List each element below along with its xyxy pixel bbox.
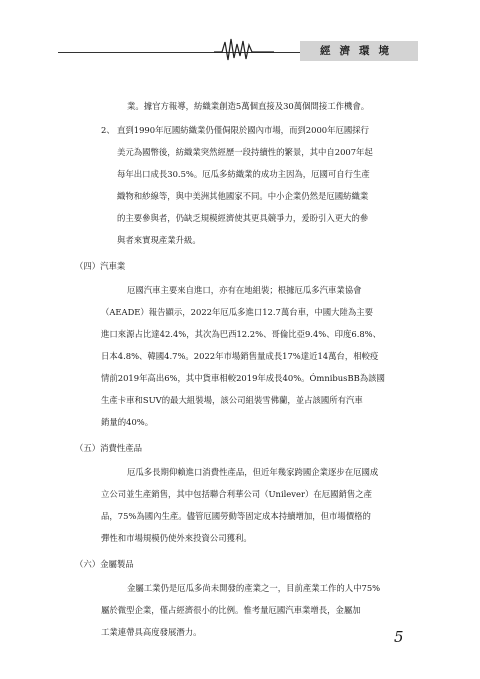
page-number: 5: [394, 628, 404, 646]
text-line: 生產卡車和SUV的最大組裝場，該公司組裝雪佛蘭，並占該國所有汽車: [101, 395, 363, 405]
text-line: 情前2019年高出6%，其中貨車相較2019年成長40%。ÓmnibusBB為該國: [101, 373, 385, 383]
text-line: 工業連帶具高度發展潛力。: [101, 627, 202, 637]
section-heading: （四）汽車業: [75, 261, 126, 271]
text-line: 與者來實現產業升級。: [117, 235, 201, 245]
text-line: 美元為國幣後，紡織業突然經歷一段持續性的繁景，其中自2007年起: [117, 147, 373, 157]
text-line: 厄瓜多長期仰賴進口消費性產品，但近年幾家跨國企業逐步在厄國成: [127, 467, 379, 477]
text-line: 每年出口成長30.5%。厄瓜多紡織業的成功主因為，厄國可自行生產: [117, 169, 370, 179]
text-line: 日本4.8%、韓國4.7%。2022年市場銷售量成長17%達近14萬台，相較疫: [101, 351, 379, 361]
text-line: 厄國汽車主要來自進口，亦有在地組裝；根據厄瓜多汽車業協會: [127, 285, 362, 295]
text-line: 立公司並生產銷售，其中包括聯合利華公司（Unilever）在厄國銷售之產: [101, 489, 372, 499]
text-line: 直到1990年厄國紡織業仍僅侷限於國內市場，而到2000年厄國採行: [117, 125, 370, 135]
text-line: 的主要參與者，仍缺乏規模經濟使其更具競爭力，爰盼引入更大的參: [117, 213, 369, 223]
text-line: 業。據官方報導，紡織業創造5萬個直接及30萬個間接工作機會。: [127, 101, 370, 111]
text-line: 織物和紗線等，與中美洲其他國家不同。中小企業仍然是厄國紡織業: [117, 191, 369, 201]
text-line: 彈性和市場規模仍使外來投資公司獲利。: [101, 533, 252, 543]
text-line: 品，75%為國內生產。儘管厄國勞動等固定成本持續增加，但市場價格的: [101, 511, 371, 521]
list-number: 2、: [101, 125, 115, 135]
text-line: 進口來源占比達42.4%，其次為巴西12.2%、哥倫比亞9.4%、印度6.8%、: [101, 329, 382, 339]
text-line: 銷量的40%。: [101, 417, 154, 427]
section-heading: （六）金屬製品: [75, 559, 134, 569]
text-line: 屬於微型企業，僅占經濟很小的比例。惟考量厄國汽車業增長，金屬加: [101, 605, 361, 615]
section-heading: （五）消費性產品: [75, 443, 142, 453]
header-title: 經濟環境: [320, 45, 398, 57]
text-line: 金屬工業仍是厄瓜多尚未開發的產業之一，目前產業工作的人中75%: [127, 583, 381, 593]
text-line: （AEADE）報告顯示，2022年厄瓜多進口12.7萬台車，中國大陸為主要: [101, 307, 373, 317]
